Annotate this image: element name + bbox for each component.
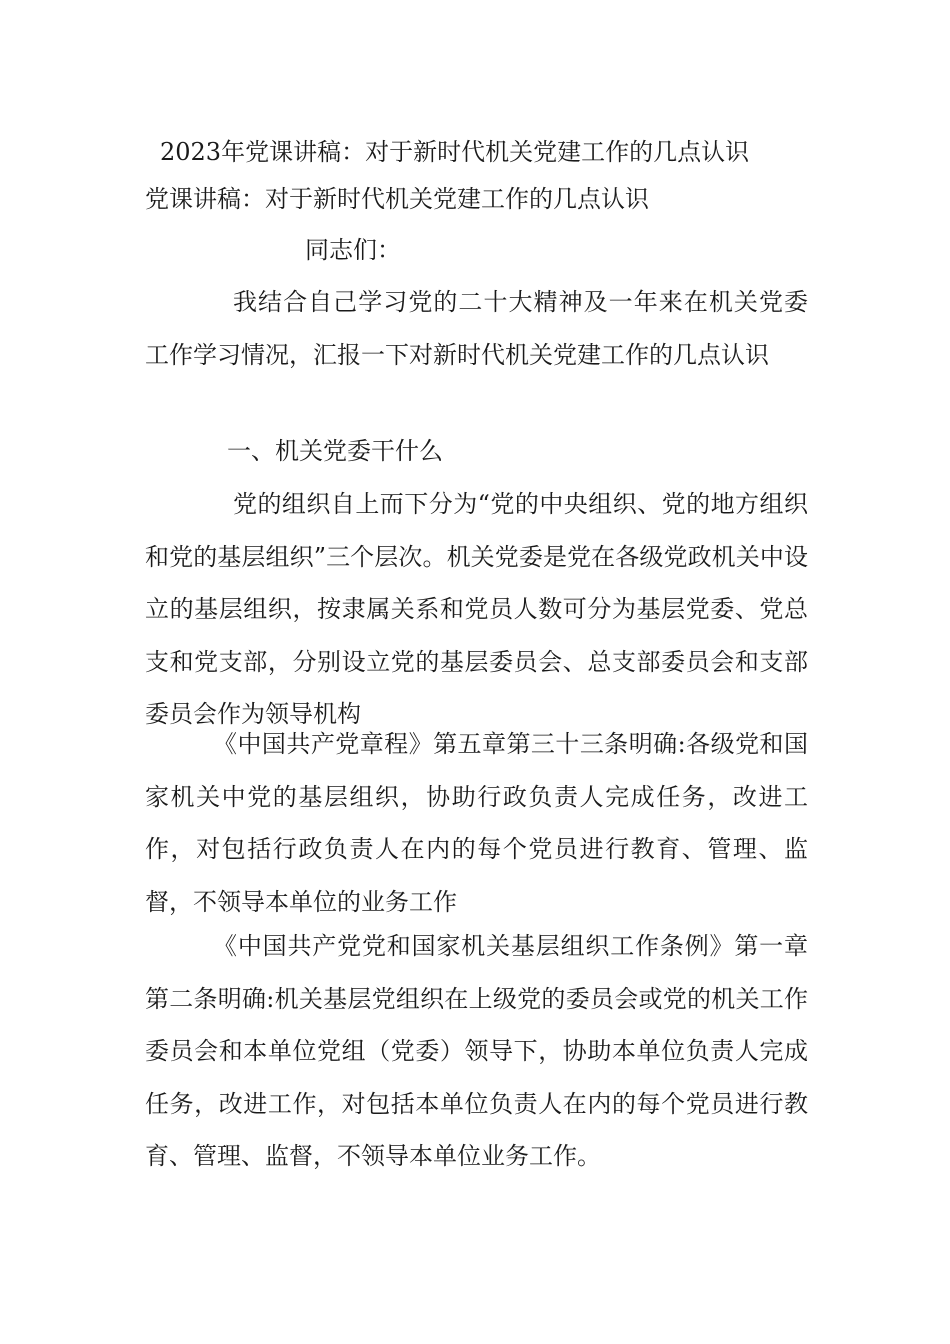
greeting: 同志们： [305,236,401,264]
document-title: 2023年党课讲稿：对于新时代机关党建工作的几点认识 [160,138,750,166]
section-heading-1: 一、机关党委干什么 [227,437,443,465]
paragraph-party-constitution: 《中国共产党章程》第五章第三十三条明确:各级党和国家机关中党的基层组织，协助行政负责人完成任务，改进工作，对包括行政负责人在内的每个党员进行教育、管理、监督，不领导本单位的业务工作 [145,730,808,916]
document-subtitle: 党课讲稿：对于新时代机关党建工作的几点认识 [145,185,649,213]
paragraph-intro: 我结合自己学习党的二十大精神及一年来在机关党委工作学习情况，汇报一下对新时代机关党建工作的几点认识 [145,288,808,369]
paragraph-work-regulations: 《中国共产党党和国家机关基层组织工作条例》第一章第二条明确:机关基层党组织在上级党的委员会或党的机关工作委员会和本单位党组（党委）领导下，协助本单位负责人完成任务，改进工作，对包括本单位负责人在内的每个党员进行教育、管理、监督，不领导本单位业务工作。 [145,932,808,1170]
paragraph-party-organization: 党的组织自上而下分为“党的中央组织、党的地方组织和党的基层组织”三个层次。机关党委是党在各级党政机关中设立的基层组织，按隶属关系和党员人数可分为基层党委、党总支和党支部，分别设立党的基层委员会、总支部委员会和支部委员会作为领导机构 [145,490,808,728]
